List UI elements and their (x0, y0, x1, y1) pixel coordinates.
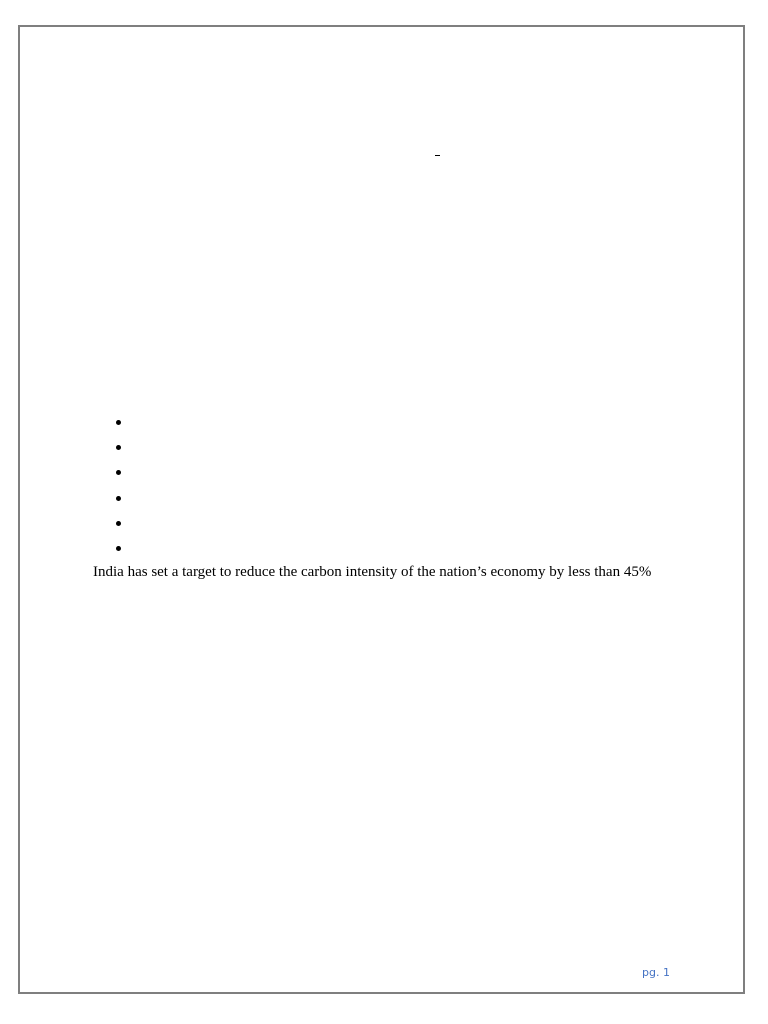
bullet-dot-icon (116, 445, 121, 450)
list-item (116, 411, 136, 436)
body-paragraph: India has set a target to reduce the carbon intensity of the nation’s economy by less than 45% (93, 564, 652, 580)
list-item (116, 461, 136, 486)
empty-bullet-list (116, 411, 136, 562)
list-item (116, 487, 136, 512)
bullet-dot-icon (116, 470, 121, 475)
bullet-dot-icon (116, 546, 121, 551)
list-item (116, 512, 136, 537)
list-item (116, 537, 136, 562)
list-item (116, 436, 136, 461)
document-page (18, 25, 745, 994)
page-number-footer: pg. 1 (642, 966, 670, 979)
bullet-dot-icon (116, 496, 121, 501)
stray-underline-mark (435, 155, 440, 156)
bullet-dot-icon (116, 521, 121, 526)
bullet-dot-icon (116, 420, 121, 425)
